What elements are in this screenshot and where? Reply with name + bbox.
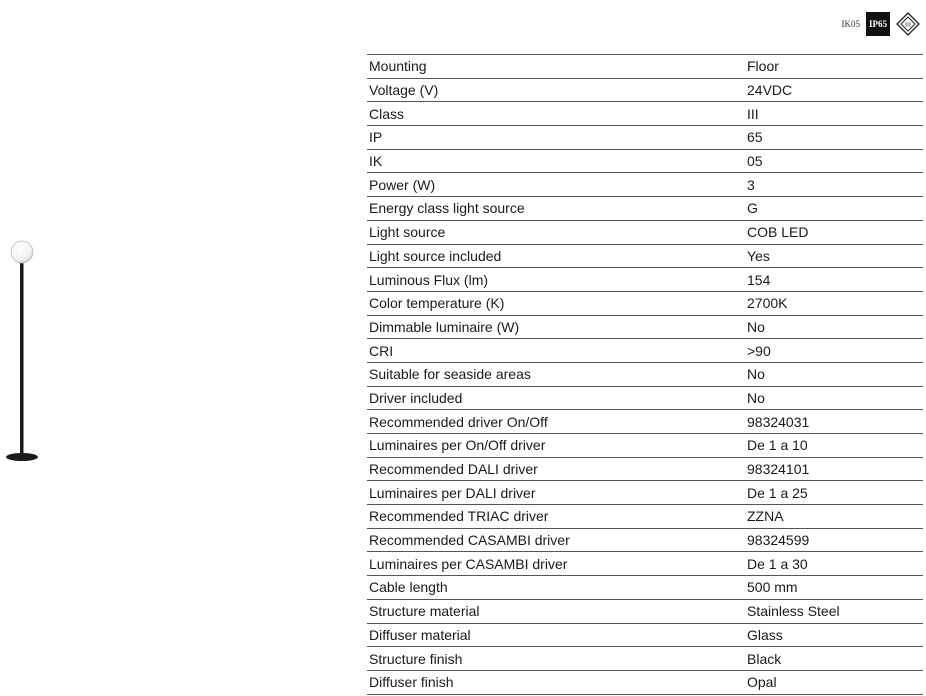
table-row xyxy=(367,173,923,197)
spec-label: Dimmable luminaire (W) xyxy=(367,315,745,339)
spec-label: Light source included xyxy=(367,244,745,268)
spec-value: Opal xyxy=(745,670,923,694)
spec-label: Diffuser finish xyxy=(367,670,745,694)
spec-value: ZZNA xyxy=(745,505,923,529)
table-row xyxy=(367,576,923,600)
spec-value: 65 xyxy=(745,126,923,150)
table-row xyxy=(367,528,923,552)
table-row xyxy=(367,268,923,292)
spec-value: 500 mm xyxy=(745,576,923,600)
table-row xyxy=(367,647,923,671)
spec-label: Color temperature (K) xyxy=(367,291,745,315)
table-row xyxy=(367,78,923,102)
spec-value: III xyxy=(745,102,923,126)
table-row xyxy=(367,220,923,244)
spec-label: Mounting xyxy=(367,55,745,79)
spec-value: Glass xyxy=(745,623,923,647)
specifications-table xyxy=(367,54,923,695)
spec-value: 98324031 xyxy=(745,410,923,434)
class-iii-icon xyxy=(896,12,920,36)
spec-label: Recommended driver On/Off xyxy=(367,410,745,434)
spec-value: Stainless Steel xyxy=(745,599,923,623)
spec-label: Energy class light source xyxy=(367,197,745,221)
table-row xyxy=(367,670,923,694)
spec-value: No xyxy=(745,315,923,339)
spec-value: COB LED xyxy=(745,220,923,244)
spec-label: IK xyxy=(367,149,745,173)
table-row xyxy=(367,434,923,458)
spec-label: CRI xyxy=(367,339,745,363)
table-row xyxy=(367,126,923,150)
spec-label: Recommended TRIAC driver xyxy=(367,505,745,529)
ip-rating-badge: IP65 xyxy=(866,12,890,36)
table-row xyxy=(367,197,923,221)
spec-value: Yes xyxy=(745,244,923,268)
spec-value: 154 xyxy=(745,268,923,292)
table-row xyxy=(367,410,923,434)
spec-value: >90 xyxy=(745,339,923,363)
spec-label: Class xyxy=(367,102,745,126)
spec-label: Diffuser material xyxy=(367,623,745,647)
spec-value: No xyxy=(745,362,923,386)
spec-value: Floor xyxy=(745,55,923,79)
spec-label: Suitable for seaside areas xyxy=(367,362,745,386)
spec-label: Cable length xyxy=(367,576,745,600)
spec-value: 98324101 xyxy=(745,457,923,481)
spec-label: Recommended DALI driver xyxy=(367,457,745,481)
spec-label: Luminaires per DALI driver xyxy=(367,481,745,505)
table-row xyxy=(367,505,923,529)
table-row xyxy=(367,386,923,410)
spec-value: De 1 a 30 xyxy=(745,552,923,576)
spec-label: Structure material xyxy=(367,599,745,623)
table-row xyxy=(367,457,923,481)
spec-value: 05 xyxy=(745,149,923,173)
class-symbol-text: III xyxy=(905,22,911,29)
table-row xyxy=(367,149,923,173)
certification-badges xyxy=(842,12,921,36)
spec-value: 3 xyxy=(745,173,923,197)
table-row xyxy=(367,362,923,386)
spec-value: 2700K xyxy=(745,291,923,315)
table-row xyxy=(367,102,923,126)
table-row xyxy=(367,55,923,79)
spec-label: Luminous Flux (lm) xyxy=(367,268,745,292)
floor-lamp-image xyxy=(0,0,60,696)
table-row xyxy=(367,291,923,315)
spec-value: De 1 a 10 xyxy=(745,434,923,458)
table-row xyxy=(367,552,923,576)
spec-label: Luminaires per On/Off driver xyxy=(367,434,745,458)
spec-label: Light source xyxy=(367,220,745,244)
spec-value: 24VDC xyxy=(745,78,923,102)
table-row xyxy=(367,339,923,363)
spec-value: Black xyxy=(745,647,923,671)
ik-rating-badge: IK05 xyxy=(841,19,860,29)
spec-label: Recommended CASAMBI driver xyxy=(367,528,745,552)
spec-label: Structure finish xyxy=(367,647,745,671)
spec-label: Luminaires per CASAMBI driver xyxy=(367,552,745,576)
spec-value: De 1 a 25 xyxy=(745,481,923,505)
table-row xyxy=(367,244,923,268)
table-row xyxy=(367,315,923,339)
spec-value: No xyxy=(745,386,923,410)
spec-label: IP xyxy=(367,126,745,150)
table-row xyxy=(367,599,923,623)
spec-value: G xyxy=(745,197,923,221)
table-row xyxy=(367,481,923,505)
spec-label: Driver included xyxy=(367,386,745,410)
spec-label: Power (W) xyxy=(367,173,745,197)
spec-label: Voltage (V) xyxy=(367,78,745,102)
table-row xyxy=(367,623,923,647)
spec-value: 98324599 xyxy=(745,528,923,552)
